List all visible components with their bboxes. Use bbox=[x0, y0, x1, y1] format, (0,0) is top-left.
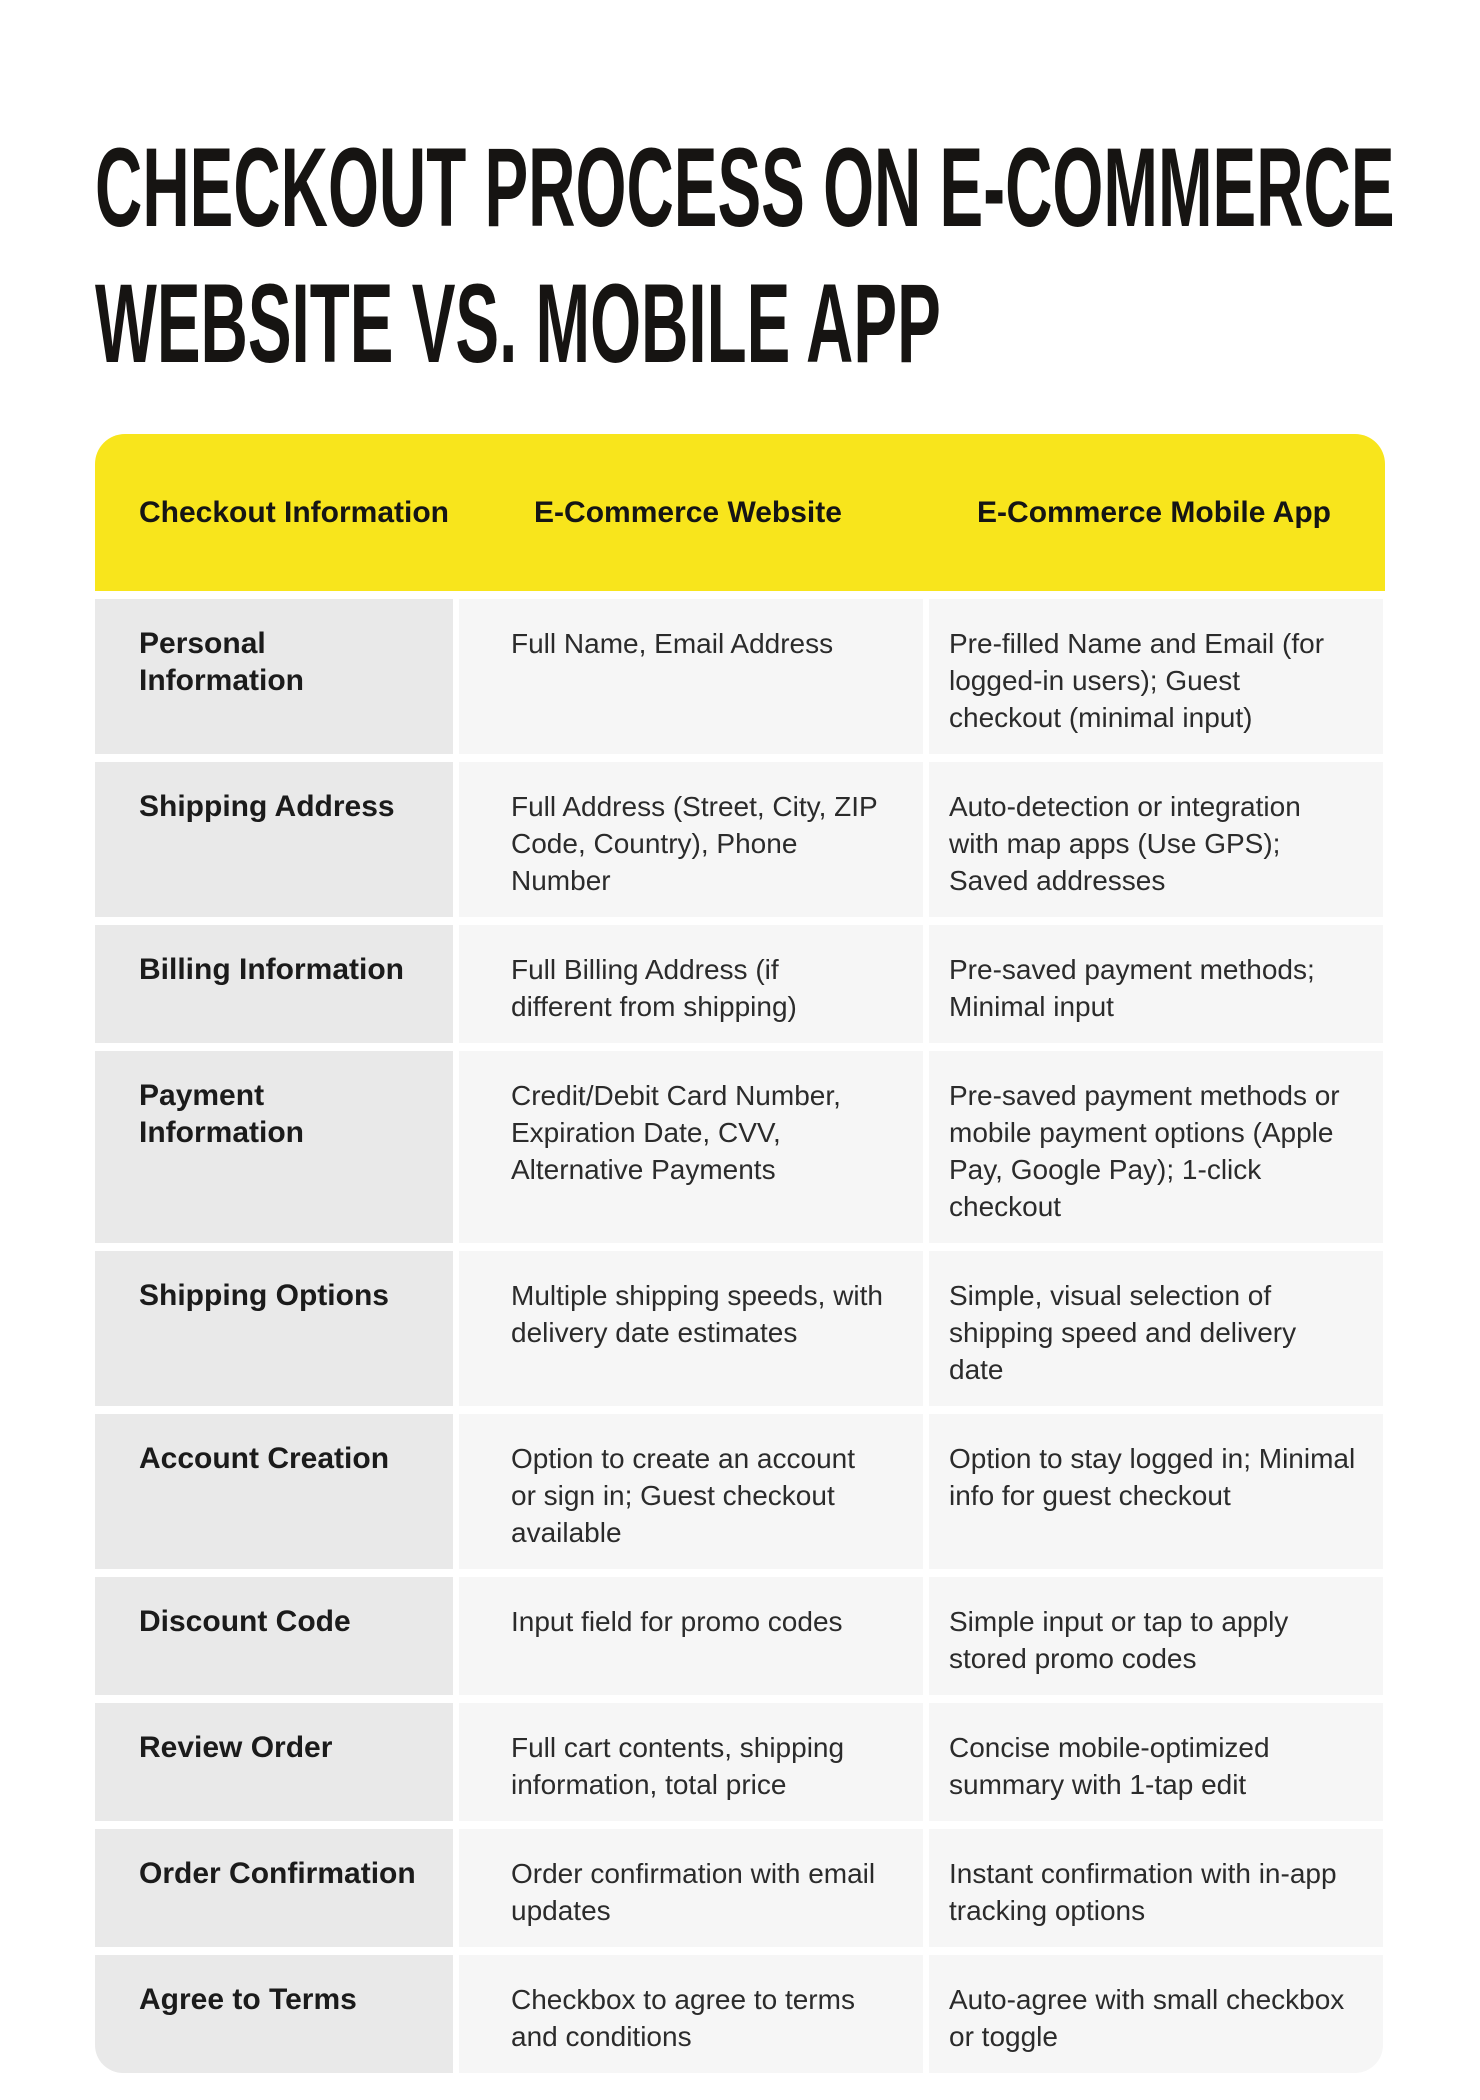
website-cell: Checkbox to agree to terms and conditions bbox=[459, 1955, 923, 2073]
mobile-app-cell: Simple input or tap to apply stored promo codes bbox=[929, 1577, 1383, 1695]
mobile-app-cell: Auto-detection or integration with map apps (Use GPS); Saved addresses bbox=[929, 762, 1383, 917]
column-header-checkout-information: Checkout Information bbox=[139, 495, 450, 529]
page-title bbox=[95, 120, 1480, 392]
website-cell: Multiple shipping speeds, with delivery date estimates bbox=[459, 1251, 923, 1406]
mobile-app-cell: Pre-saved payment methods or mobile payment options (Apple Pay, Google Pay); 1-click checkout bbox=[929, 1051, 1383, 1243]
row-label: Billing Information bbox=[95, 925, 453, 1043]
mobile-app-cell: Auto-agree with small checkbox or toggle bbox=[929, 1955, 1383, 2073]
mobile-app-cell: Concise mobile-optimized summary with 1-tap edit bbox=[929, 1703, 1383, 1821]
mobile-app-cell: Pre-saved payment methods; Minimal input bbox=[929, 925, 1383, 1043]
row-label: Shipping Address bbox=[95, 762, 453, 917]
website-cell: Full Billing Address (if different from shipping) bbox=[459, 925, 923, 1043]
row-label: Agree to Terms bbox=[95, 1955, 453, 2073]
mobile-app-cell: Simple, visual selection of shipping speed and delivery date bbox=[929, 1251, 1383, 1406]
website-cell: Full cart contents, shipping information, total price bbox=[459, 1703, 923, 1821]
website-cell: Option to create an account or sign in; Guest checkout available bbox=[459, 1414, 923, 1569]
website-cell: Input field for promo codes bbox=[459, 1577, 923, 1695]
website-cell: Order confirmation with email updates bbox=[459, 1829, 923, 1947]
table-body bbox=[95, 599, 1385, 2073]
page-title-line-2: WEBSITE VS. MOBILE APP bbox=[95, 261, 941, 386]
comparison-table bbox=[95, 434, 1385, 2073]
website-cell: Full Address (Street, City, ZIP Code, Country), Phone Number bbox=[459, 762, 923, 917]
column-header-ecommerce-website: E-Commerce Website bbox=[534, 495, 842, 529]
row-label: Discount Code bbox=[95, 1577, 453, 1695]
row-label: Order Confirmation bbox=[95, 1829, 453, 1947]
mobile-app-cell: Instant confirmation with in-app tracking options bbox=[929, 1829, 1383, 1947]
row-label: Review Order bbox=[95, 1703, 453, 1821]
column-header-ecommerce-mobile-app: E-Commerce Mobile App bbox=[977, 495, 1331, 529]
row-label: Account Creation bbox=[95, 1414, 453, 1569]
page-title-line-1: CHECKOUT PROCESS ON E-COMMERCE bbox=[95, 125, 1395, 250]
row-label: Shipping Options bbox=[95, 1251, 453, 1406]
table-header-row bbox=[95, 434, 1385, 591]
row-label: Personal Information bbox=[95, 599, 453, 754]
mobile-app-cell: Pre-filled Name and Email (for logged-in users); Guest checkout (minimal input) bbox=[929, 599, 1383, 754]
row-label: Payment Information bbox=[95, 1051, 453, 1243]
website-cell: Credit/Debit Card Number, Expiration Date, CVV, Alternative Payments bbox=[459, 1051, 923, 1243]
website-cell: Full Name, Email Address bbox=[459, 599, 923, 754]
mobile-app-cell: Option to stay logged in; Minimal info for guest checkout bbox=[929, 1414, 1383, 1569]
